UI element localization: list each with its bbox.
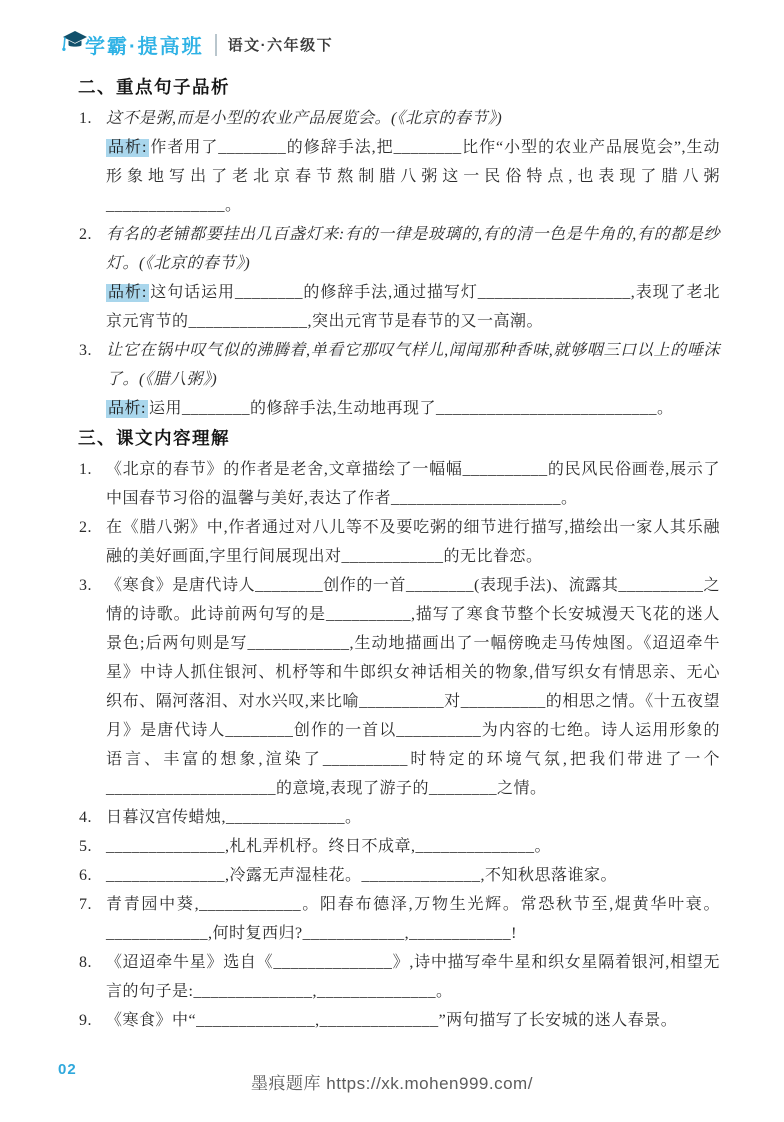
section3-question-6 — [78, 861, 720, 890]
analysis-text: 这句话运用________的修辞手法,通过描写灯__________________,表现了老北京元宵节的______________,突出元宵节是春节的又一高潮。 — [106, 284, 720, 330]
analysis-paragraph — [106, 278, 720, 336]
question-text: 《寒食》是唐代诗人________创作的一首________(表现手法)、流露其__________之情的诗歌。此诗前两句写的是__________,描写了寒食节整个长安城漫天飞花的迷人景色;后两句则是写____________,生动地描画出了一幅傍晚走马传烛图。《迢迢牵牛星》中诗人抓住银河、机杼等和牛郎织女神话相关的物象,借写织女有情思亲、无心织布、隔河落泪、对水兴叹,来比喻__________对__________的相思之情。《十五夜望月》是唐代诗人________创作的一首以__________为内容的七绝。诗人运用形象的语言、丰富的想象,渲染了__________时特定的环境气氛,把我们带进了一个____________________的意境,表现了游子的________之情。 — [106, 577, 720, 797]
worksheet-content — [78, 72, 720, 1035]
question-body — [106, 455, 720, 513]
analysis-label: 品析: — [108, 284, 147, 301]
graduation-cap-icon — [62, 29, 88, 53]
page-number: 02 — [58, 1061, 77, 1078]
question-number: 6. — [79, 867, 92, 884]
question-number: 1. — [79, 461, 92, 478]
question-body — [106, 336, 720, 423]
section2-question-1 — [78, 104, 720, 220]
header-divider — [215, 34, 217, 56]
question-number: 5. — [79, 838, 92, 855]
question-text: ______________,札札弄机杼。终日不成章,______________。 — [106, 838, 552, 855]
section3-title: 三、课文内容理解 — [78, 428, 230, 448]
question-text: 《寒食》中“______________,______________”两句描写了长安城的迷人春景。 — [106, 1012, 678, 1029]
brand-title: 学霸·提高班 — [85, 36, 204, 58]
question-body — [106, 803, 720, 832]
section3-question-5 — [78, 832, 720, 861]
page-header — [62, 30, 333, 59]
question-body — [106, 861, 720, 890]
analysis-label: 品析: — [108, 400, 146, 417]
section3-question-2 — [78, 513, 720, 571]
question-number: 2. — [79, 519, 92, 536]
question-number: 9. — [79, 1012, 92, 1029]
question-number: 3. — [79, 577, 92, 594]
question-text: ______________,冷露无声湿桂花。______________,不知秋思落谁家。 — [106, 867, 618, 884]
question-number: 2. — [79, 226, 92, 243]
section3-question-1 — [78, 455, 720, 513]
question-body — [106, 571, 720, 803]
section3-question-8 — [78, 948, 720, 1006]
question-body — [106, 104, 720, 220]
section3-question-7 — [78, 890, 720, 948]
watermark-text: 墨痕题库 https://xk.mohen999.com/ — [251, 1074, 533, 1093]
question-text: 日暮汉宫传蜡烛,______________。 — [106, 809, 362, 826]
question-number: 7. — [79, 896, 92, 913]
section2-title: 二、重点句子品析 — [78, 77, 230, 97]
analysis-paragraph — [106, 133, 720, 220]
section3-question-4 — [78, 803, 720, 832]
question-text: 《北京的春节》的作者是老舍,文章描绘了一幅幅__________的民风民俗画卷,展示了中国春节习俗的温馨与美好,表达了作者____________________。 — [106, 461, 720, 507]
section3-question-9 — [78, 1006, 720, 1035]
analysis-label: 品析: — [108, 139, 147, 156]
subject-label: 语文·六年级下 — [227, 37, 334, 54]
section3-question-3 — [78, 571, 720, 803]
analysis-text: 作者用了________的修辞手法,把________比作“小型的农业产品展览会”,生动形象地写出了老北京春节熬制腊八粥这一民俗特点,也表现了腊八粥______________。 — [106, 139, 720, 214]
question-body — [106, 948, 720, 1006]
section2-question-3 — [78, 336, 720, 423]
question-number: 8. — [79, 954, 92, 971]
question-body — [106, 832, 720, 861]
question-number: 1. — [79, 110, 92, 127]
question-number: 4. — [79, 809, 92, 826]
question-sentence: 有名的老铺都要挂出几百盏灯来:有的一律是玻璃的,有的清一色是牛角的,有的都是纱灯。(《北京的春节》) — [106, 226, 720, 272]
question-text: 《迢迢牵牛星》选自《______________》,诗中描写牵牛星和织女星隔着银河,相望无言的句子是:______________,______________。 — [106, 954, 720, 1000]
question-number: 3. — [79, 342, 92, 359]
question-sentence: 让它在锅中叹气似的沸腾着,单看它那叹气样儿,闻闻那种香味,就够咽三口以上的唾沫了。(《腊八粥》) — [106, 342, 720, 388]
question-body — [106, 513, 720, 571]
analysis-text: 运用________的修辞手法,生动地再现了__________________________。 — [148, 400, 674, 417]
question-body — [106, 1006, 720, 1035]
question-text: 在《腊八粥》中,作者通过对八儿等不及要吃粥的细节进行描写,描绘出一家人其乐融融的美好画面,字里行间展现出对____________的无比眷恋。 — [106, 519, 720, 565]
analysis-paragraph — [106, 394, 720, 423]
question-sentence: 这不是粥,而是小型的农业产品展览会。(《北京的春节》) — [106, 110, 503, 127]
question-text: 青青园中葵,____________。阳春布德泽,万物生光辉。常恐秋节至,焜黄华叶衰。____________,何时复西归?____________,____________! — [106, 896, 720, 942]
question-body — [106, 220, 720, 336]
question-body — [106, 890, 720, 948]
section2-question-2 — [78, 220, 720, 336]
